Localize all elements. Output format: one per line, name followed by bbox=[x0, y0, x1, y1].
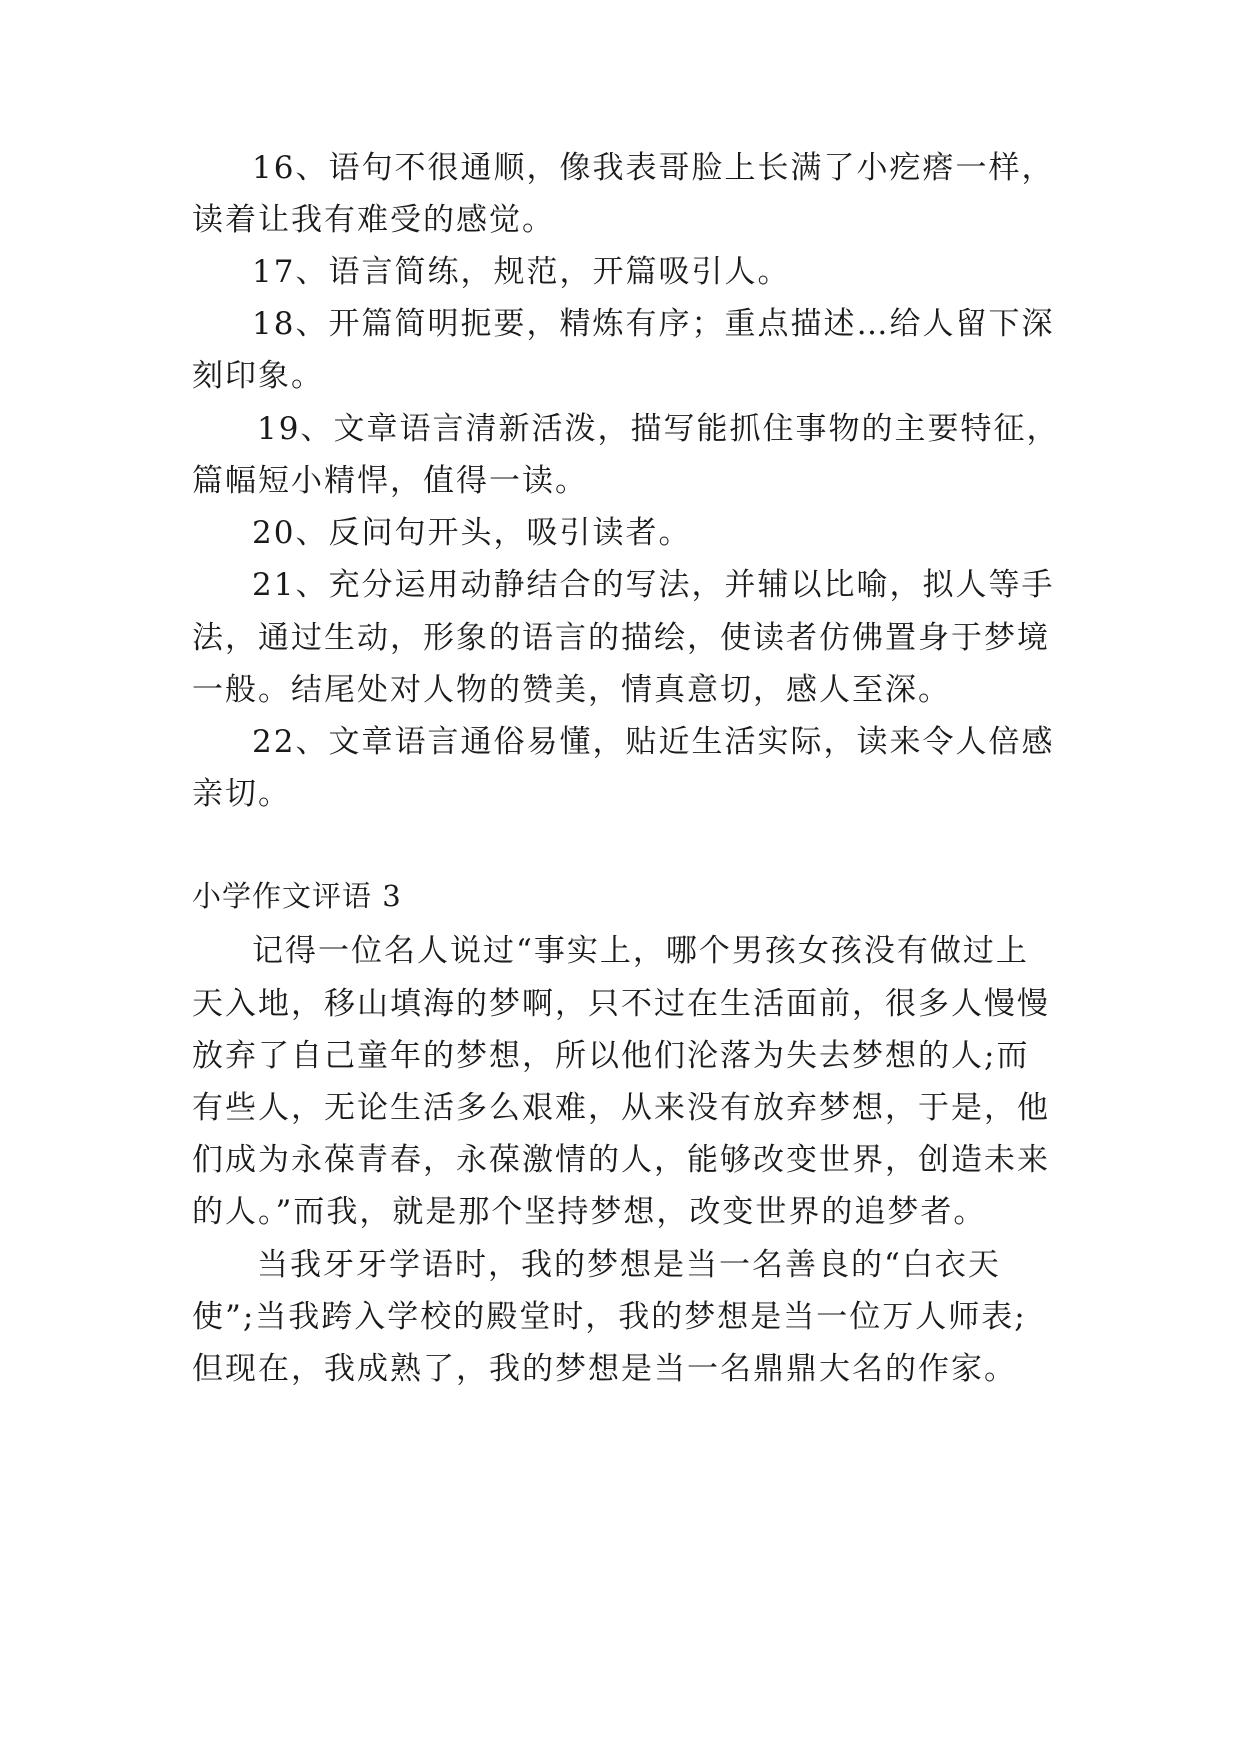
essay-p1-line-2: 天入地，移山填海的梦啊，只不过在生活面前，很多人慢慢 bbox=[192, 986, 1050, 1022]
comment-21-line-3: 一般。结尾处对人物的赞美，情真意切，感人至深。 bbox=[192, 672, 951, 708]
comment-22-line-1: 22、文章语言通俗易懂，贴近生活实际，读来令人倍感 bbox=[252, 724, 1055, 760]
comment-19-line-1: 19、文章语言清新活泼，描写能抓住事物的主要特征， bbox=[257, 411, 1060, 447]
section-heading: 小学作文评语 3 bbox=[192, 879, 402, 913]
essay-p1-line-3: 放弃了自己童年的梦想，所以他们沦落为失去梦想的人;而 bbox=[192, 1038, 1030, 1074]
essay-p2-line-2: 使”;当我跨入学校的殿堂时，我的梦想是当一位万人师表; bbox=[192, 1299, 1027, 1335]
essay-p2-line-3: 但现在，我成熟了，我的梦想是当一名鼎鼎大名的作家。 bbox=[192, 1351, 1017, 1387]
comment-18-line-2: 刻印象。 bbox=[192, 358, 324, 394]
comment-21-line-2: 法，通过生动，形象的语言的描绘，使读者仿佛置身于梦境 bbox=[192, 620, 1050, 656]
comment-21-line-1: 21、充分运用动静结合的写法，并辅以比喻，拟人等手 bbox=[252, 567, 1055, 603]
comment-18-line-1: 18、开篇简明扼要，精炼有序；重点描述…给人留下深 bbox=[252, 306, 1055, 342]
comment-19-line-2: 篇幅短小精悍，值得一读。 bbox=[192, 463, 588, 499]
essay-p2-line-1: 当我牙牙学语时，我的梦想是当一名善良的“白衣天 bbox=[257, 1247, 1001, 1283]
essay-p1-line-5: 们成为永葆青春，永葆激情的人，能够改变世界，创造未来 bbox=[192, 1142, 1050, 1178]
comment-16-line-1: 16、语句不很通顺，像我表哥脸上长满了小疙瘩一样， bbox=[252, 150, 1055, 186]
essay-p1-line-6: 的人。”而我，就是那个坚持梦想，改变世界的追梦者。 bbox=[192, 1194, 987, 1230]
essay-p1-line-4: 有些人，无论生活多么艰难，从来没有放弃梦想，于是，他 bbox=[192, 1090, 1050, 1126]
comment-20-line-1: 20、反问句开头，吸引读者。 bbox=[252, 515, 692, 551]
comment-16-line-2: 读着让我有难受的感觉。 bbox=[192, 202, 555, 238]
comment-17-line-1: 17、语言简练，规范，开篇吸引人。 bbox=[252, 254, 791, 290]
essay-p1-line-1: 记得一位名人说过“事实上，哪个男孩女孩没有做过上 bbox=[252, 933, 1029, 969]
comment-22-line-2: 亲切。 bbox=[192, 776, 291, 812]
